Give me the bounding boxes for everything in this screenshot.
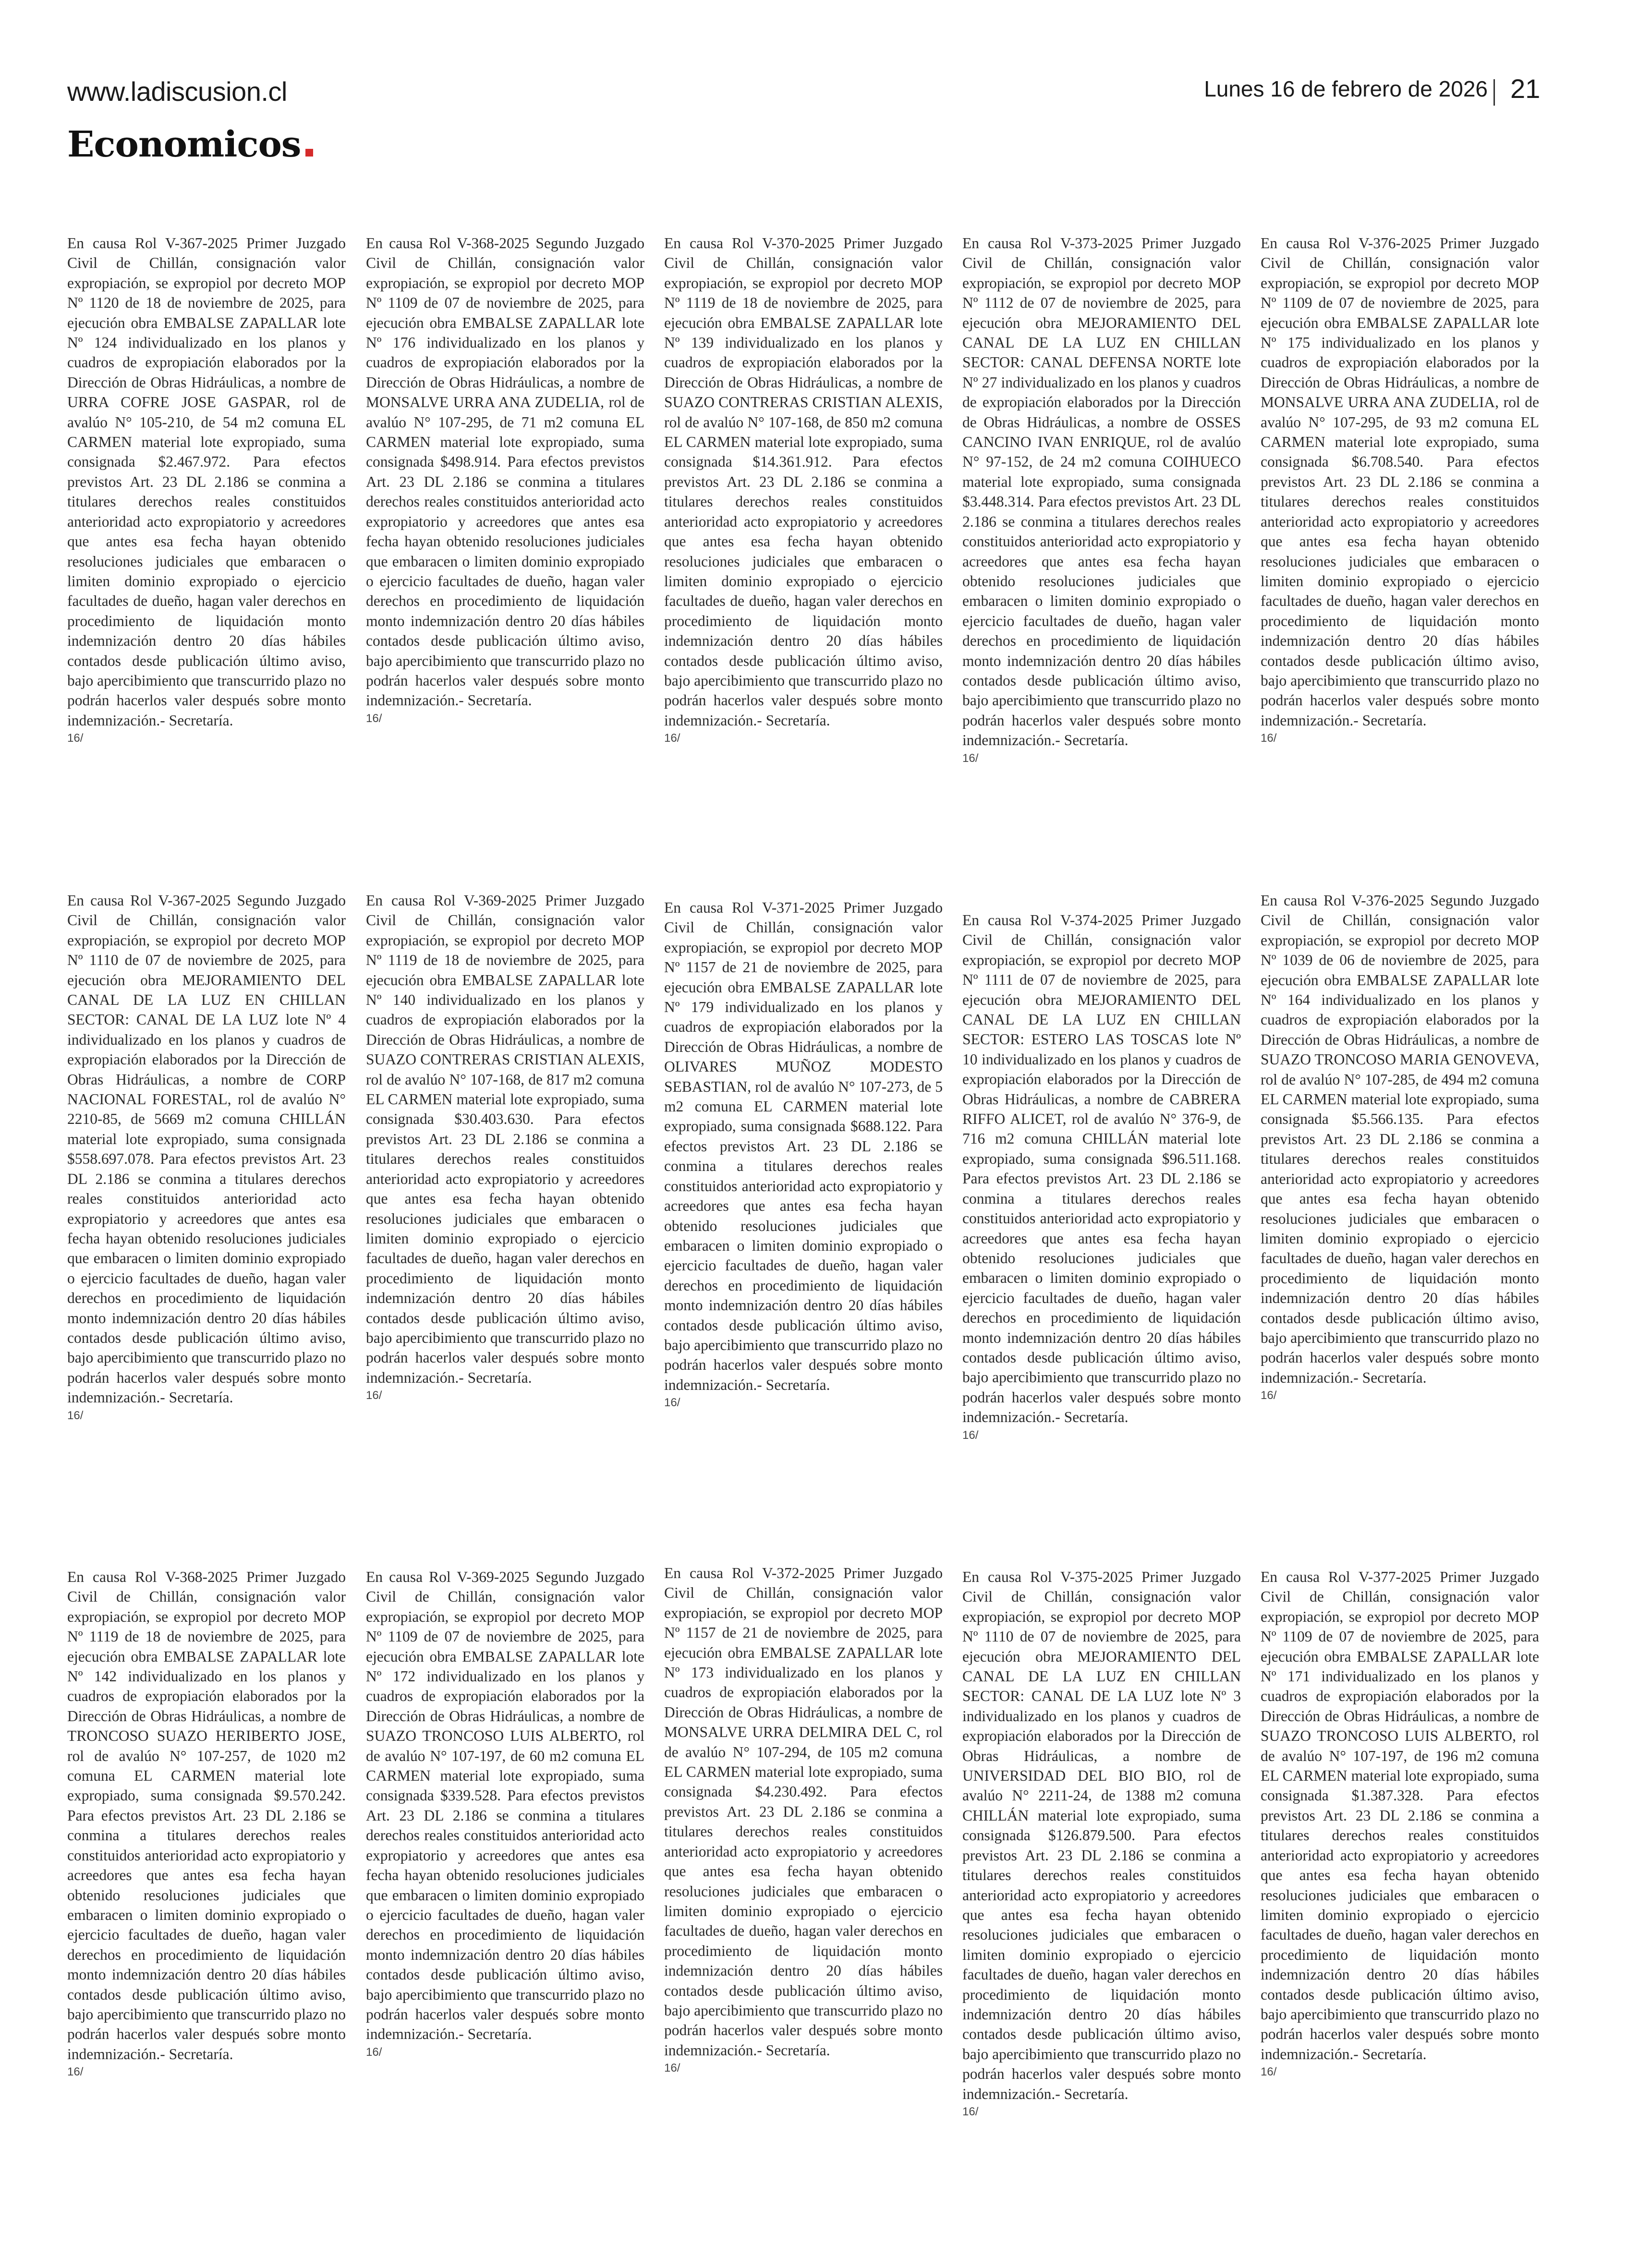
notice-text: En causa Rol V-370-2025 Primer Juzgado Civil de Chillán, consignación valor expropiación, se expropiol por decreto MOP Nº 1119 de 18 de noviembre de 2025, para ejecución obra EMBALSE ZAPALLAR lote Nº 139 individualizado en los planos y cuadros de expropiación elaborados por la Dirección de Obras Hidráulicas, a nombre de SUAZO CONTRERAS CRISTIAN ALEXIS, rol de avalúo N° 107-168, de 850 m2 comuna EL CARMEN material lote expropiado, suma consignada $14.361.912. Para efectos previstos Art. 23 DL 2.186 se conmina a titulares derechos reales constituidos anterioridad acto expropiatorio y acreedores que antes esa fecha hayan obtenido resoluciones judiciales que embaracen o limiten dominio expropiado o ejercicio facultades de dueño, hagan valer derechos en procedimiento de liquidación monto indemnización dentro 20 días hábiles contados desde publicación último aviso, bajo apercibimiento que transcurrido plazo no podrán hacerlos valer después sobre monto indemnización.- Secretaría. xyxy=(664,235,943,729)
section-accent-dot xyxy=(305,149,313,157)
legal-notice xyxy=(664,898,943,1411)
notice-code: 16/ xyxy=(664,2062,680,2075)
legal-notice xyxy=(366,233,644,727)
notice-code: 16/ xyxy=(962,2105,979,2118)
legal-notice xyxy=(1261,1567,1539,2080)
notice-text: En causa Rol V-367-2025 Primer Juzgado Civil de Chillán, consignación valor expropiación, se expropiol por decreto MOP Nº 1120 de 18 de noviembre de 2025, para ejecución obra EMBALSE ZAPALLAR lote Nº 124 individualizado en los planos y cuadros de expropiación elaborados por la Dirección de Obras Hidráulicas, a nombre de URRA COFRE JOSE GASPAR, rol de avalúo N° 105-210, de 54 m2 comuna EL CARMEN material lote expropiado, suma consignada $2.467.972. Para efectos previstos Art. 23 DL 2.186 se conmina a titulares derechos reales constituidos anterioridad acto expropiatorio y acreedores que antes esa fecha hayan obtenido resoluciones judiciales que embaracen o limiten dominio expropiado o ejercicio facultades de dueño, hagan valer derechos en procedimiento de liquidación monto indemnización dentro 20 días hábiles contados desde publicación último aviso, bajo apercibimiento que transcurrido plazo no podrán hacerlos valer después sobre monto indemnización.- Secretaría. xyxy=(67,235,346,729)
notice-text: En causa Rol V-369-2025 Segundo Juzgado Civil de Chillán, consignación valor expropiación, se expropiol por decreto MOP Nº 1109 de 07 de noviembre de 2025, para ejecución obra EMBALSE ZAPALLAR lote Nº 172 individualizado en los planos y cuadros de expropiación elaborados por la Dirección de Obras Hidráulicas, a nombre de SUAZO TRONCOSO LUIS ALBERTO, rol de avalúo N° 107-197, de 60 m2 comuna EL CARMEN material lote expropiado, suma consignada $339.528. Para efectos previstos Art. 23 DL 2.186 se conmina a titulares derechos reales constituidos anterioridad acto expropiatorio y acreedores que antes esa fecha hayan obtenido resoluciones judiciales que embaracen o limiten dominio expropiado o ejercicio facultades de dueño, hagan valer derechos en procedimiento de liquidación monto indemnización dentro 20 días hábiles contados desde publicación último aviso, bajo apercibimiento que transcurrido plazo no podrán hacerlos valer después sobre monto indemnización.- Secretaría. xyxy=(366,1568,644,2043)
notice-text: En causa Rol V-377-2025 Primer Juzgado Civil de Chillán, consignación valor expropiación, se expropiol por decreto MOP Nº 1109 de 07 de noviembre de 2025, para ejecución obra EMBALSE ZAPALLAR lote Nº 171 individualizado en los planos y cuadros de expropiación elaborados por la Dirección de Obras Hidráulicas, a nombre de SUAZO TRONCOSO LUIS ALBERTO, rol de avalúo N° 107-197, de 196 m2 comuna EL CARMEN material lote expropiado, suma consignada $1.387.328. Para efectos previstos Art. 23 DL 2.186 se conmina a titulares derechos reales constituidos anterioridad acto expropiatorio y acreedores que antes esa fecha hayan obtenido resoluciones judiciales que embaracen o limiten dominio expropiado o ejercicio facultades de dueño, hagan valer derechos en procedimiento de liquidación monto indemnización dentro 20 días hábiles contados desde publicación último aviso, bajo apercibimiento que transcurrido plazo no podrán hacerlos valer después sobre monto indemnización.- Secretaría. xyxy=(1261,1568,1539,2063)
notice-code: 16/ xyxy=(67,2065,84,2079)
legal-notice xyxy=(1261,233,1539,747)
notice-text: En causa Rol V-375-2025 Primer Juzgado Civil de Chillán, consignación valor expropiación, se expropiol por decreto MOP Nº 1110 de 07 de noviembre de 2025, para ejecución obra MEJORAMIENTO DEL CANAL DE LA LUZ EN CHILLAN SECTOR: CANAL DE LA LUZ lote Nº 3 individualizado en los planos y cuadros de expropiación elaborados por la Dirección de Obras Hidráulicas, a nombre de UNIVERSIDAD DEL BIO BIO, rol de avalúo N° 2211-24, de 1388 m2 comuna CHILLÁN material lote expropiado, suma consignada $126.879.500. Para efectos previstos Art. 23 DL 2.186 se conmina a titulares derechos reales constituidos anterioridad acto expropiatorio y acreedores que antes esa fecha hayan obtenido resoluciones judiciales que embaracen o limiten dominio expropiado o ejercicio facultades de dueño, hagan valer derechos en procedimiento de liquidación monto indemnización dentro 20 días hábiles contados desde publicación último aviso, bajo apercibimiento que transcurrido plazo no podrán hacerlos valer después sobre monto indemnización.- Secretaría. xyxy=(962,1568,1241,2102)
notice-code: 16/ xyxy=(664,1396,680,1410)
notice-code: 16/ xyxy=(664,732,680,745)
notice-text: En causa Rol V-376-2025 Segundo Juzgado Civil de Chillán, consignación valor expropiación, se expropiol por decreto MOP Nº 1039 de 06 de noviembre de 2025, para ejecución obra EMBALSE ZAPALLAR lote Nº 164 individualizado en los planos y cuadros de expropiación elaborados por la Dirección de Obras Hidráulicas, a nombre de SUAZO TRONCOSO MARIA GENOVEVA, rol de avalúo N° 107-285, de 494 m2 comuna EL CARMEN material lote expropiado, suma consignada $5.566.135. Para efectos previstos Art. 23 DL 2.186 se conmina a titulares derechos reales constituidos anterioridad acto expropiatorio y acreedores que antes esa fecha hayan obtenido resoluciones judiciales que embaracen o limiten dominio expropiado o ejercicio facultades de dueño, hagan valer derechos en procedimiento de liquidación monto indemnización dentro 20 días hábiles contados desde publicación último aviso, bajo apercibimiento que transcurrido plazo no podrán hacerlos valer después sobre monto indemnización.- Secretaría. xyxy=(1261,892,1539,1386)
notice-text: En causa Rol V-367-2025 Segundo Juzgado Civil de Chillán, consignación valor expropiación, se expropiol por decreto MOP Nº 1110 de 07 de noviembre de 2025, para ejecución obra MEJORAMIENTO DEL CANAL DE LA LUZ EN CHILLAN SECTOR: CANAL DE LA LUZ lote Nº 4 individualizado en los planos y cuadros de expropiación elaborados por la Dirección de Obras Hidráulicas, a nombre de CORP NACIONAL FORESTAL, rol de avalúo N° 2210-85, de 5669 m2 comuna CHILLÁN material lote expropiado, suma consignada $558.697.078. Para efectos previstos Art. 23 DL 2.186 se conmina a titulares derechos reales constituidos anterioridad acto expropiatorio y acreedores que antes esa fecha hayan obtenido resoluciones judiciales que embaracen o limiten dominio expropiado o ejercicio facultades de dueño, hagan valer derechos en procedimiento de liquidación monto indemnización dentro 20 días hábiles contados desde publicación último aviso, bajo apercibimiento que transcurrido plazo no podrán hacerlos valer después sobre monto indemnización.- Secretaría. xyxy=(67,892,346,1406)
legal-notice xyxy=(366,891,644,1404)
notice-code: 16/ xyxy=(962,1428,979,1442)
notice-text: En causa Rol V-376-2025 Primer Juzgado Civil de Chillán, consignación valor expropiación, se expropiol por decreto MOP Nº 1109 de 07 de noviembre de 2025, para ejecución obra EMBALSE ZAPALLAR lote Nº 175 individualizado en los planos y cuadros de expropiación elaborados por la Dirección de Obras Hidráulicas, a nombre de MONSALVE URRA ANA ZUDELIA, rol de avalúo N° 107-295, de 93 m2 comuna EL CARMEN material lote expropiado, suma consignada $6.708.540. Para efectos previstos Art. 23 DL 2.186 se conmina a titulares derechos reales constituidos anterioridad acto expropiatorio y acreedores que antes esa fecha hayan obtenido resoluciones judiciales que embaracen o limiten dominio expropiado o ejercicio facultades de dueño, hagan valer derechos en procedimiento de liquidación monto indemnización dentro 20 días hábiles contados desde publicación último aviso, bajo apercibimiento que transcurrido plazo no podrán hacerlos valer después sobre monto indemnización.- Secretaría. xyxy=(1261,235,1539,729)
legal-notice xyxy=(664,1563,943,2076)
legal-notice xyxy=(962,910,1241,1444)
notice-code: 16/ xyxy=(366,1389,382,1402)
notice-code: 16/ xyxy=(366,712,382,725)
notice-code: 16/ xyxy=(1261,2065,1277,2079)
legal-notice xyxy=(67,891,346,1424)
notice-text: En causa Rol V-371-2025 Primer Juzgado Civil de Chillán, consignación valor expropiación, se expropiol por decreto MOP Nº 1157 de 21 de noviembre de 2025, para ejecución obra EMBALSE ZAPALLAR lote Nº 179 individualizado en los planos y cuadros de expropiación elaborados por la Dirección de Obras Hidráulicas, a nombre de OLIVARES MUÑOZ MODESTO SEBASTIAN, rol de avalúo N° 107-273, de 5 m2 comuna EL CARMEN material lote expropiado, suma consignada $688.122. Para efectos previstos Art. 23 DL 2.186 se conmina a titulares derechos reales constituidos anterioridad acto expropiatorio y acreedores que antes esa fecha hayan obtenido resoluciones judiciales que embaracen o limiten dominio expropiado o ejercicio facultades de dueño, hagan valer derechos en procedimiento de liquidación monto indemnización dentro 20 días hábiles contados desde publicación último aviso, bajo apercibimiento que transcurrido plazo no podrán hacerlos valer después sobre monto indemnización.- Secretaría. xyxy=(664,899,943,1393)
issue-date: Lunes 16 de febrero de 2026 xyxy=(1204,76,1488,101)
notice-text: En causa Rol V-368-2025 Segundo Juzgado Civil de Chillán, consignación valor expropiación, se expropiol por decreto MOP Nº 1109 de 07 de noviembre de 2025, para ejecución obra EMBALSE ZAPALLAR lote Nº 176 individualizado en los planos y cuadros de expropiación elaborados por la Dirección de Obras Hidráulicas, a nombre de MONSALVE URRA ANA ZUDELIA, rol de avalúo N° 107-295, de 71 m2 comuna EL CARMEN material lote expropiado, suma consignada $498.914. Para efectos previstos Art. 23 DL 2.186 se conmina a titulares derechos reales constituidos anterioridad acto expropiatorio y acreedores que antes esa fecha hayan obtenido resoluciones judiciales que embaracen o limiten dominio expropiado o ejercicio facultades de dueño, hagan valer derechos en procedimiento de liquidación monto indemnización dentro 20 días hábiles contados desde publicación último aviso, bajo apercibimiento que transcurrido plazo no podrán hacerlos valer después sobre monto indemnización.- Secretaría. xyxy=(366,235,644,709)
notice-text: En causa Rol V-373-2025 Primer Juzgado Civil de Chillán, consignación valor expropiación, se expropiol por decreto MOP Nº 1112 de 07 de noviembre de 2025, para ejecución obra MEJORAMIENTO DEL CANAL DE LA LUZ EN CHILLAN SECTOR: CANAL DEFENSA NORTE lote Nº 27 individualizado en los planos y cuadros de expropiación elaborados por la Dirección de Obras Hidráulicas, a nombre de OSSES CANCINO IVAN ENRIQUE, rol de avalúo N° 97-152, de 24 m2 comuna COIHUECO material lote expropiado, suma consignada $3.448.314. Para efectos previstos Art. 23 DL 2.186 se conmina a titulares derechos reales constituidos anterioridad acto expropiatorio y acreedores que antes esa fecha hayan obtenido resoluciones judiciales que embaracen o limiten dominio expropiado o ejercicio facultades de dueño, hagan valer derechos en procedimiento de liquidación monto indemnización dentro 20 días hábiles contados desde publicación último aviso, bajo apercibimiento que transcurrido plazo no podrán hacerlos valer después sobre monto indemnización.- Secretaría. xyxy=(962,235,1241,749)
notice-text: En causa Rol V-368-2025 Primer Juzgado Civil de Chillán, consignación valor expropiación, se expropiol por decreto MOP Nº 1119 de 18 de noviembre de 2025, para ejecución obra EMBALSE ZAPALLAR lote Nº 142 individualizado en los planos y cuadros de expropiación elaborados por la Dirección de Obras Hidráulicas, a nombre de TRONCOSO SUAZO HERIBERTO JOSE, rol de avalúo N° 107-257, de 1020 m2 comuna EL CARMEN material lote expropiado, suma consignada $9.570.242. Para efectos previstos Art. 23 DL 2.186 se conmina a titulares derechos reales constituidos anterioridad acto expropiatorio y acreedores que antes esa fecha hayan obtenido resoluciones judiciales que embaracen o limiten dominio expropiado o ejercicio facultades de dueño, hagan valer derechos en procedimiento de liquidación monto indemnización dentro 20 días hábiles contados desde publicación último aviso, bajo apercibimiento que transcurrido plazo no podrán hacerlos valer después sobre monto indemnización.- Secretaría. xyxy=(67,1568,346,2063)
legal-notice xyxy=(962,1567,1241,2120)
notice-code: 16/ xyxy=(67,732,84,745)
header-divider xyxy=(1493,79,1495,106)
notice-code: 16/ xyxy=(67,1409,84,1422)
legal-notice xyxy=(1261,891,1539,1404)
site-url[interactable]: www.ladiscusion.cl xyxy=(67,76,287,107)
notice-code: 16/ xyxy=(366,2045,382,2059)
notice-text: En causa Rol V-372-2025 Primer Juzgado Civil de Chillán, consignación valor expropiación, se expropiol por decreto MOP Nº 1157 de 21 de noviembre de 2025, para ejecución obra EMBALSE ZAPALLAR lote Nº 173 individualizado en los planos y cuadros de expropiación elaborados por la Dirección de Obras Hidráulicas, a nombre de MONSALVE URRA DELMIRA DEL C, rol de avalúo N° 107-294, de 105 m2 comuna EL CARMEN material lote expropiado, suma consignada $4.230.492. Para efectos previstos Art. 23 DL 2.186 se conmina a titulares derechos reales constituidos anterioridad acto expropiatorio y acreedores que antes esa fecha hayan obtenido resoluciones judiciales que embaracen o limiten dominio expropiado o ejercicio facultades de dueño, hagan valer derechos en procedimiento de liquidación monto indemnización dentro 20 días hábiles contados desde publicación último aviso, bajo apercibimiento que transcurrido plazo no podrán hacerlos valer después sobre monto indemnización.- Secretaría. xyxy=(664,1565,943,2059)
notice-text: En causa Rol V-374-2025 Primer Juzgado Civil de Chillán, consignación valor expropiación, se expropiol por decreto MOP Nº 1111 de 07 de noviembre de 2025, para ejecución obra MEJORAMIENTO DEL CANAL DE LA LUZ EN CHILLAN SECTOR: ESTERO LAS TOSCAS lote Nº 10 individualizado en los planos y cuadros de expropiación elaborados por la Dirección de Obras Hidráulicas, a nombre de CABRERA RIFFO ALICET, rol de avalúo N° 376-9, de 716 m2 comuna CHILLÁN material lote expropiado, suma consignada $96.511.168. Para efectos previstos Art. 23 DL 2.186 se conmina a titulares derechos reales constituidos anterioridad acto expropiatorio y acreedores que antes esa fecha hayan obtenido resoluciones judiciales que embaracen o limiten dominio expropiado o ejercicio facultades de dueño, hagan valer derechos en procedimiento de liquidación monto indemnización dentro 20 días hábiles contados desde publicación último aviso, bajo apercibimiento que transcurrido plazo no podrán hacerlos valer después sobre monto indemnización.- Secretaría. xyxy=(962,912,1241,1426)
legal-notice xyxy=(67,233,346,747)
legal-notice xyxy=(664,233,943,747)
section-title xyxy=(67,124,313,165)
legal-notice xyxy=(962,233,1241,767)
notice-code: 16/ xyxy=(1261,1389,1277,1402)
legal-notice xyxy=(67,1567,346,2080)
notice-code: 16/ xyxy=(962,751,979,765)
section-title-text: Economicos xyxy=(67,124,301,165)
notice-text: En causa Rol V-369-2025 Primer Juzgado Civil de Chillán, consignación valor expropiación, se expropiol por decreto MOP Nº 1119 de 18 de noviembre de 2025, para ejecución obra EMBALSE ZAPALLAR lote Nº 140 individualizado en los planos y cuadros de expropiación elaborados por la Dirección de Obras Hidráulicas, a nombre de SUAZO CONTRERAS CRISTIAN ALEXIS, rol de avalúo N° 107-168, de 817 m2 comuna EL CARMEN material lote expropiado, suma consignada $30.403.630. Para efectos previstos Art. 23 DL 2.186 se conmina a titulares derechos reales constituidos anterioridad acto expropiatorio y acreedores que antes esa fecha hayan obtenido resoluciones judiciales que embaracen o limiten dominio expropiado o ejercicio facultades de dueño, hagan valer derechos en procedimiento de liquidación monto indemnización dentro 20 días hábiles contados desde publicación último aviso, bajo apercibimiento que transcurrido plazo no podrán hacerlos valer después sobre monto indemnización.- Secretaría. xyxy=(366,892,644,1386)
legal-notice xyxy=(366,1567,644,2061)
page-number: 21 xyxy=(1510,73,1541,104)
notice-code: 16/ xyxy=(1261,732,1277,745)
